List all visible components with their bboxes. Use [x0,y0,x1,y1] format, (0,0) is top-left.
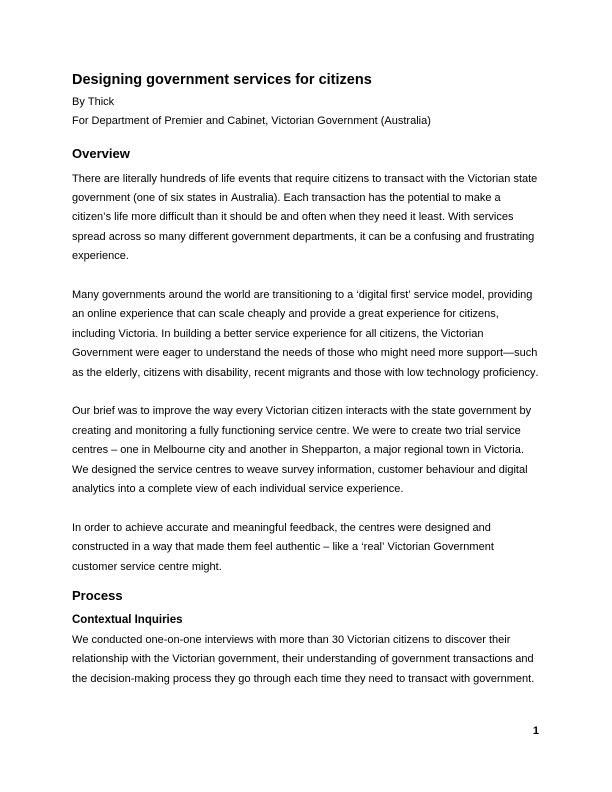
text-line: relationship with the Victorian government, their understanding of government transactions and [72,653,534,666]
byline [72,93,540,132]
text-line: analytics into a complete view of each individual service experience. [72,482,404,495]
text-line: spread across so many different government departments, it can be a confusing and frustrating [72,230,535,243]
text-line: Our brief was to improve the way every Victorian citizen interacts with the state government by [72,405,532,418]
text-line: creating and monitoring a fully functioning service centre. We were to create two trial service [72,424,521,437]
text-line: Many governments around the world are transitioning to a ‘digital first’ service model, providing [72,288,533,301]
text-line: citizen’s life more difficult than it should be and often when they need it least. With services [72,211,514,224]
paragraph-overview-4 [72,519,540,577]
text-line: centres – one in Melbourne city and another in Shepparton, a major regional town in Victoria. [72,444,524,457]
text-line: the decision-making process they go through each time they need to transact with government. [72,672,535,685]
section-heading-overview: Overview [72,145,130,161]
text-line: constructed in a way that made them feel authentic – like a ‘real’ Victorian Government [72,541,494,554]
text-line: customer service centre might. [72,560,222,573]
text-line: We conducted one-on-one interviews with more than 30 Victorian citizens to discover their [72,633,511,646]
text-line: We designed the service centres to weave survey information, customer behaviour and digital [72,463,528,476]
text-line: including Victoria. In building a better service experience for all citizens, the Victorian [72,327,484,340]
byline-author: By Thick [72,95,115,108]
text-line: government (one of six states in Australia). Each transaction has the potential to make a [72,191,501,204]
text-line: There are literally hundreds of life events that require citizens to transact with the Victorian state [72,172,538,185]
document-title: Designing government services for citizens [72,72,372,88]
text-line: experience. [72,250,129,263]
document-content [72,0,540,689]
paragraph-overview-3 [72,402,540,499]
text-line: Government were eager to understand the needs of those who might need more support—such [72,347,538,360]
paragraph-overview-1 [72,170,540,267]
text-line: In order to achieve accurate and meaningful feedback, the centres were designed and [72,521,491,534]
text-line: as the elderly, citizens with disability, recent migrants and those with low technology proficiency. [72,366,539,379]
page-number: 1 [532,725,539,737]
paragraph-process-1 [72,631,540,689]
section-heading-process: Process [72,588,123,604]
paragraph-overview-2 [72,286,540,383]
byline-organization: For Department of Premier and Cabinet, Victorian Government (Australia) [72,114,431,127]
text-line: an online experience that can scale cheaply and provide a great experience for citizens, [72,308,499,321]
subsection-heading-contextual-inquiries: Contextual Inquiries [72,614,183,627]
